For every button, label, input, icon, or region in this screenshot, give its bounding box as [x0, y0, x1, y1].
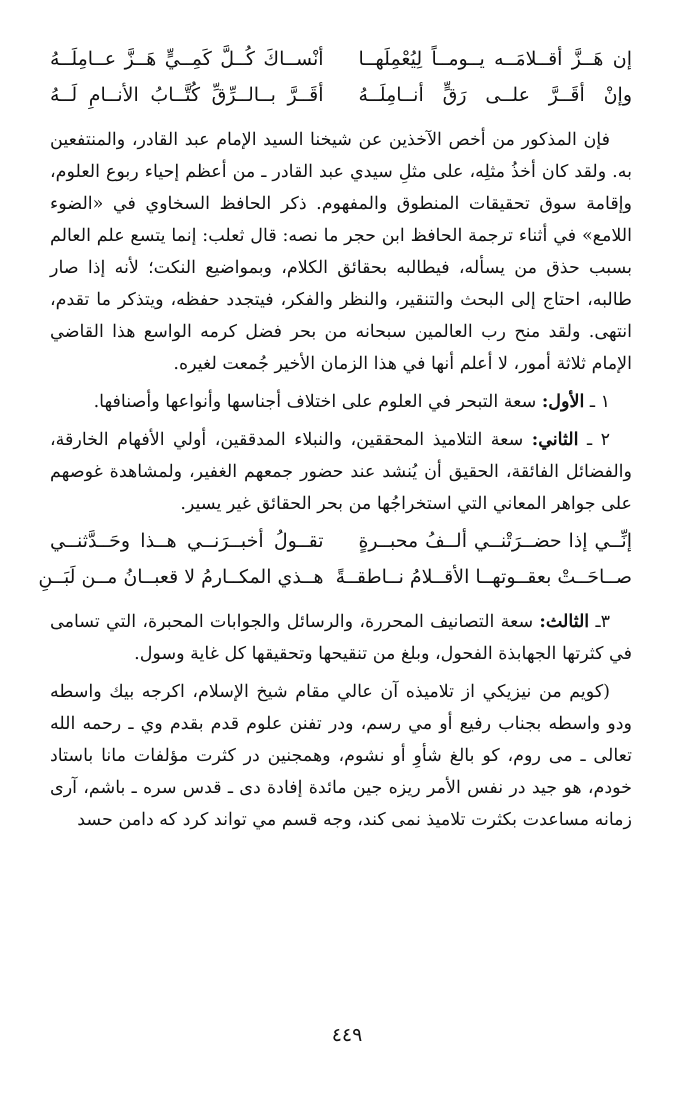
item-number: ٣ـ	[595, 612, 610, 632]
verse-hemistich-right: إنِّــي إذا حضــرَتْنــي ألــفُ محبــرةٍ	[358, 530, 632, 552]
verse-line	[50, 80, 632, 110]
verse-hemistich-right: صــاحَــتْ بعقــوتهــا الأقــلامُ نــاطقــةً	[335, 566, 632, 588]
list-item-third	[50, 606, 632, 670]
paragraph-persian: (كويم من نيزيكي از تلاميذه آن عالي مقام شيخ الإسلام، اكرجه بيك واسطه ودو واسطه بجناب رفيع أو مي رسم، ودر تفنن علوم قدم بقدم وي ـ رحمه الله تعالى ـ مى روم، كو بالغ شأوِ أو نشوم، وهمجنين در كثرت مؤلفات مانا باستاد خودم، هو جيد در نفس الأمر ريزه جين مائدة إفادة دى ـ قدس سره ـ باشم، آرى زمانه مساعدت بكثرت تلاميذ نمى كند، وجه قسم مي تواند كرد كه دامن حسد	[50, 682, 632, 830]
item-label: الأول:	[541, 392, 585, 412]
verse-line	[50, 44, 632, 74]
verse-hemistich-left: هــذي المكــارمُ لا قعبــانُ مــن لَبَــنِ	[38, 566, 324, 588]
verse-hemistich-left: أقَــرَّ بــالــرِّقِّ كُتَّــابُ الأنــامِ لَــهُ	[50, 84, 324, 106]
verse-line	[50, 526, 632, 556]
verse-hemistich-right: إن هَــزَّ أقــلامَــه يــومــاً لِيُعْمِلَهــا	[358, 48, 632, 70]
list-item-second	[50, 424, 632, 520]
item-label: الثاني:	[531, 430, 579, 450]
item-text: سعة التصانيف المحررة، والرسائل والجوابات المحبرة، التي تسامى في كثرتها الجهابذة الفحول، وبلغ من تنقيحها وتحقيقها كل غاية وسول.	[50, 612, 632, 664]
page-number: ٤٤٩	[331, 1024, 363, 1046]
verse-hemistich-right: وإنْ أقَــرَّ علــى رَقٍّ أنــامِلَــهُ	[358, 84, 632, 106]
verse-hemistich-left: أنْســاكَ كُــلَّ كَمِــيٍّ هَــزَّ عــامِلَــهُ	[50, 48, 324, 70]
item-text: سعة التبحر في العلوم على اختلاف أجناسها وأنواعها وأصنافها.	[93, 392, 542, 412]
item-number: ١ ـ	[589, 392, 610, 412]
item-text: سعة التلاميذ المحققين، والنبلاء المدققين، أولي الأفهام الخارقة، والفضائل الفائقة، الحقيق أن يُنشد عند حضور جمعهم الغفير، ولمشاهدة غوصهم على جواهر المعاني التي استخراجُها من بحر الحقائق غير يسير.	[50, 430, 632, 514]
verse-hemistich-left: تقــولُ أخبــرَنــي هــذا وحَــدَّثنــي	[50, 530, 324, 552]
item-label: الثالث:	[539, 612, 590, 632]
item-number: ٢ ـ	[586, 430, 610, 450]
poem-block-1	[50, 44, 632, 110]
poem-block-2	[38, 526, 632, 592]
verse-line	[38, 562, 632, 592]
list-item-first	[50, 386, 632, 418]
paragraph-main: فإن المذكور من أخص الآخذين عن شيخنا السيد الإمام عبد القادر، والمنتفعين به. ولقد كان أخذُ مثلِه، على مثلِ سيدي عبد القادر ـ من أعظم إحياء ربوع العلوم، وإقامة سوق تحقيقات المنطوق والمفهوم. ذكر الحافظ السخاوي في «الضوء اللامع» في أثناء ترجمة الحافظ ابن حجر ما نصه: قال ثعلب: إنما يتسع علم العالم بسبب حذق من يسأله، فيطالبه بحقائق الكلام، وبمواضيع النكت؛ لأنه إذا صار طالبه، احتاج إلى البحث والتنقير، والنظر والفكر، فيتجدد حفظه، ويتذكر ما تقدم، انتهى. ولقد منح رب العالمين سبحانه من بحر فضل كرمه الواسع هذا القاضي الإمام ثلاثة أمور، لا أعلم أنها في هذا الزمان الأخير جُمعت لغيره.	[50, 130, 632, 374]
